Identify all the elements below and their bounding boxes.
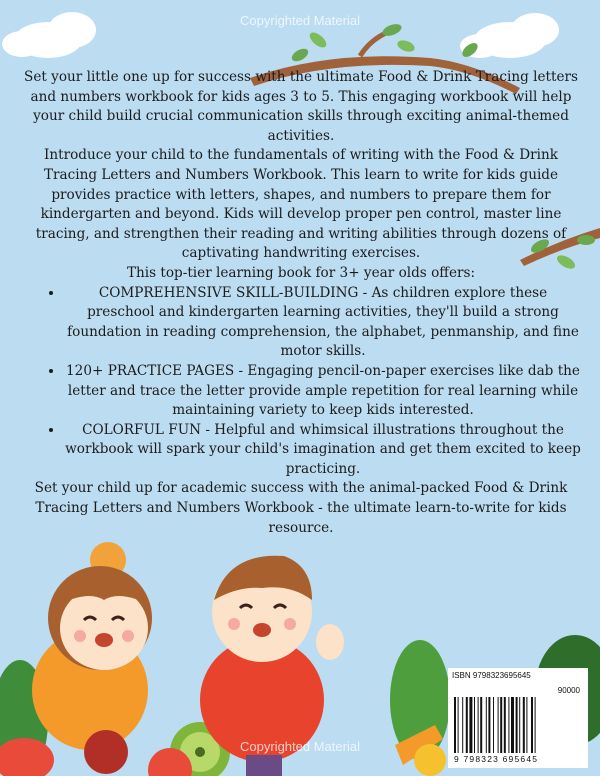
feature-list bbox=[20, 284, 582, 480]
feature-item: • COLORFUL FUN - Helpful and whimsical illustrations throughout the workbook will spark your child's imagination and get them excited to keep practicing. bbox=[64, 421, 582, 480]
description-text bbox=[20, 68, 582, 538]
watermark-top: Copyrighted Material bbox=[240, 13, 360, 28]
ean-number: 9 798323 695645 bbox=[454, 754, 539, 764]
feature-item: • 120+ PRACTICE PAGES - Engaging pencil-on-paper exercises like dab the letter and trace the letter provide ample repetition for real learning while maintaining variety to keep kids interested. bbox=[64, 362, 582, 421]
intro-paragraph-3: This top-tier learning book for 3+ year olds offers: bbox=[126, 264, 476, 281]
intro-paragraph-2: Introduce your child to the fundamentals of writing with the Food & Drink Tracing Letters and Numbers Workbook. This learn to write for kids guide provides practice with letters, shapes, and numbers to prepare them for kindergarten and beyond. Kids will develop proper pen control, master line tracing, and strengthen their reading and writing abilities through dozens of captivating handwriting exercises. bbox=[35, 147, 567, 262]
isbn-label: ISBN 9798323695645 bbox=[452, 671, 531, 680]
watermark-bottom: Copyrighted Material bbox=[240, 739, 360, 754]
feature-item: • COMPREHENSIVE SKILL-BUILDING - As children explore these preschool and kindergarten learning activities, they'll build a strong foundation in reading comprehension, the alphabet, penmanship, and fine motor skills. bbox=[64, 284, 582, 362]
intro-paragraph-1: Set your little one up for success with the ultimate Food & Drink Tracing letters and numbers workbook for kids ages 3 to 5. This engaging workbook will help your child build crucial communication skills through exciting animal-themed activities. bbox=[24, 69, 578, 144]
closing-paragraph: Set your child up for academic success with the animal-packed Food & Drink Tracing Letters and Numbers Workbook - the ultimate learn-to-write for kids resource. bbox=[34, 480, 568, 536]
price-code: 90000 bbox=[557, 686, 580, 695]
